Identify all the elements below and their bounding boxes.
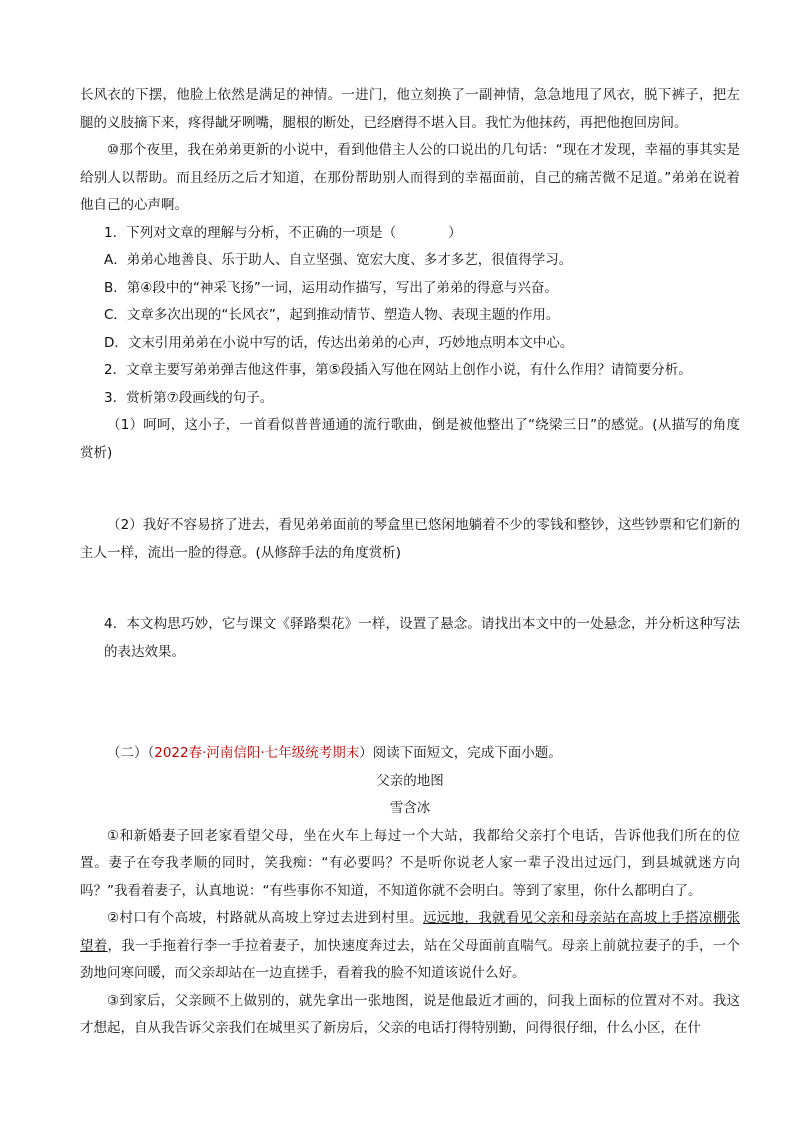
paragraph-3: ③到家后，父亲顾不上做别的，就先拿出一张地图，说是他最近才画的，问我上面标的位置对不对。我这才想起，自从我告诉父亲我们在城里买了新房后，父亲的电话打得特别勤，问得很仔细，什么小区，在什 — [80, 992, 740, 1036]
question-1-stem — [80, 220, 740, 248]
paragraph-2-start: ②村口有个高坡，村路就从高坡上穿过去进到村里。 — [107, 910, 423, 926]
answer-space — [80, 467, 740, 512]
question-2: 2．文章主要写弟弟弹吉他这件事，第⑤段插入写他在网站上创作小说，有什么作用？请简要分析。 — [104, 362, 692, 378]
paragraph-continued: 长风衣的下摆，他脸上依然是满足的神情。一进门，他立刻换了一副神情，急急地甩了风衣，脱下裤子，把左腿的义肢摘下来，疼得龇牙咧嘴，腿根的断处，已经磨得不堪入目。我忙为他抹药，再把他抱回房间。 — [80, 87, 740, 131]
document-page — [80, 82, 740, 1043]
article-title: 父亲的地图 — [376, 772, 444, 789]
paragraph-1: ①和新婚妻子回老家看望父母，坐在火车上每过一个大站，我都给父亲打个电话，告诉他我们所在的位置。妻子在夸我孝顺的同时，笑我痴：“有必要吗？不是听你说老人家一辈子没出过远门，到县城就迷方向吗？”我看着妻子，认真地说：“有些事你不知道，不知道你就不会明白。等到了家里，你什么都明白了。 — [80, 827, 740, 899]
question-3-1: （1）呵呵，这小子，一首看似普普通通的流行歌曲，倒是被他整出了“绕梁三日”的感觉。(从描写的角度赏析) — [80, 417, 740, 461]
option-a: A．弟弟心地善良、乐于助人、自立坚强、宽宏大度、多才多艺，很值得学习。 — [104, 252, 573, 268]
underlined-sentence: 远远地，我就看见父亲和母亲站在高坡上手搭凉棚张望着 — [80, 910, 740, 954]
article-author: 雪含冰 — [389, 800, 431, 816]
question-4: 4．本文构思巧妙，它与课文《驿路梨花》一样，设置了悬念。请找出本文中的一处悬念，并分析这种写法的表达效果。 — [104, 616, 740, 660]
paragraph-10: ⑩那个夜里，我在弟弟更新的小说中，看到他借主人公的口说出的几句话：“现在才发现，幸福的事其实是给别人以帮助。而且经历之后才知道，在那份帮助别人而得到的幸福面前，自己的痛苦微不足道。”弟弟在说着他自己的心声啊。 — [80, 142, 740, 213]
answer-space — [80, 567, 740, 611]
section-2-heading — [80, 740, 740, 768]
question-1-stem-text: 1．下列对文章的理解与分析，不正确的一项是（ — [104, 224, 397, 241]
option-c: C．文章多次出现的“长风衣”，起到推动情节、塑造人物、表现主题的作用。 — [104, 307, 560, 323]
section-2-instruction: ）阅读下面短文，完成下面小题。 — [359, 745, 562, 761]
section-2-source: 2022春·河南信阳·七年级统考期末 — [154, 745, 360, 761]
paragraph-2-end: ，我一手拖着行李一手拉着妻子，加快速度奔过去，站在父母面前直喘气。母亲上前就拉妻子的手，一个劲地问寒问暖，而父亲却站在一边直搓手，看着我的脸不知道该说什么好。 — [80, 937, 741, 981]
option-d: D．文末引用弟弟在小说中写的话，传达出弟弟的心声，巧妙地点明本文中心。 — [104, 334, 574, 351]
paragraph-2 — [80, 905, 740, 988]
question-3-2: （2）我好不容易挤了进去，看见弟弟面前的琴盒里已悠闲地躺着不少的零钱和整钞，这些钞票和它们新的主人一样，流出一脸的得意。(从修辞手法的角度赏析) — [80, 517, 740, 561]
section-2-prefix: （二）（ — [107, 745, 155, 761]
question-3: 3．赏析第⑦段画线的句子。 — [104, 389, 274, 406]
question-1-stem-close: ） — [448, 224, 462, 241]
answer-space — [80, 666, 740, 740]
option-b: B．第④段中的“神采飞扬”一词，运用动作描写，写出了弟弟的得意与兴奋。 — [104, 279, 558, 296]
